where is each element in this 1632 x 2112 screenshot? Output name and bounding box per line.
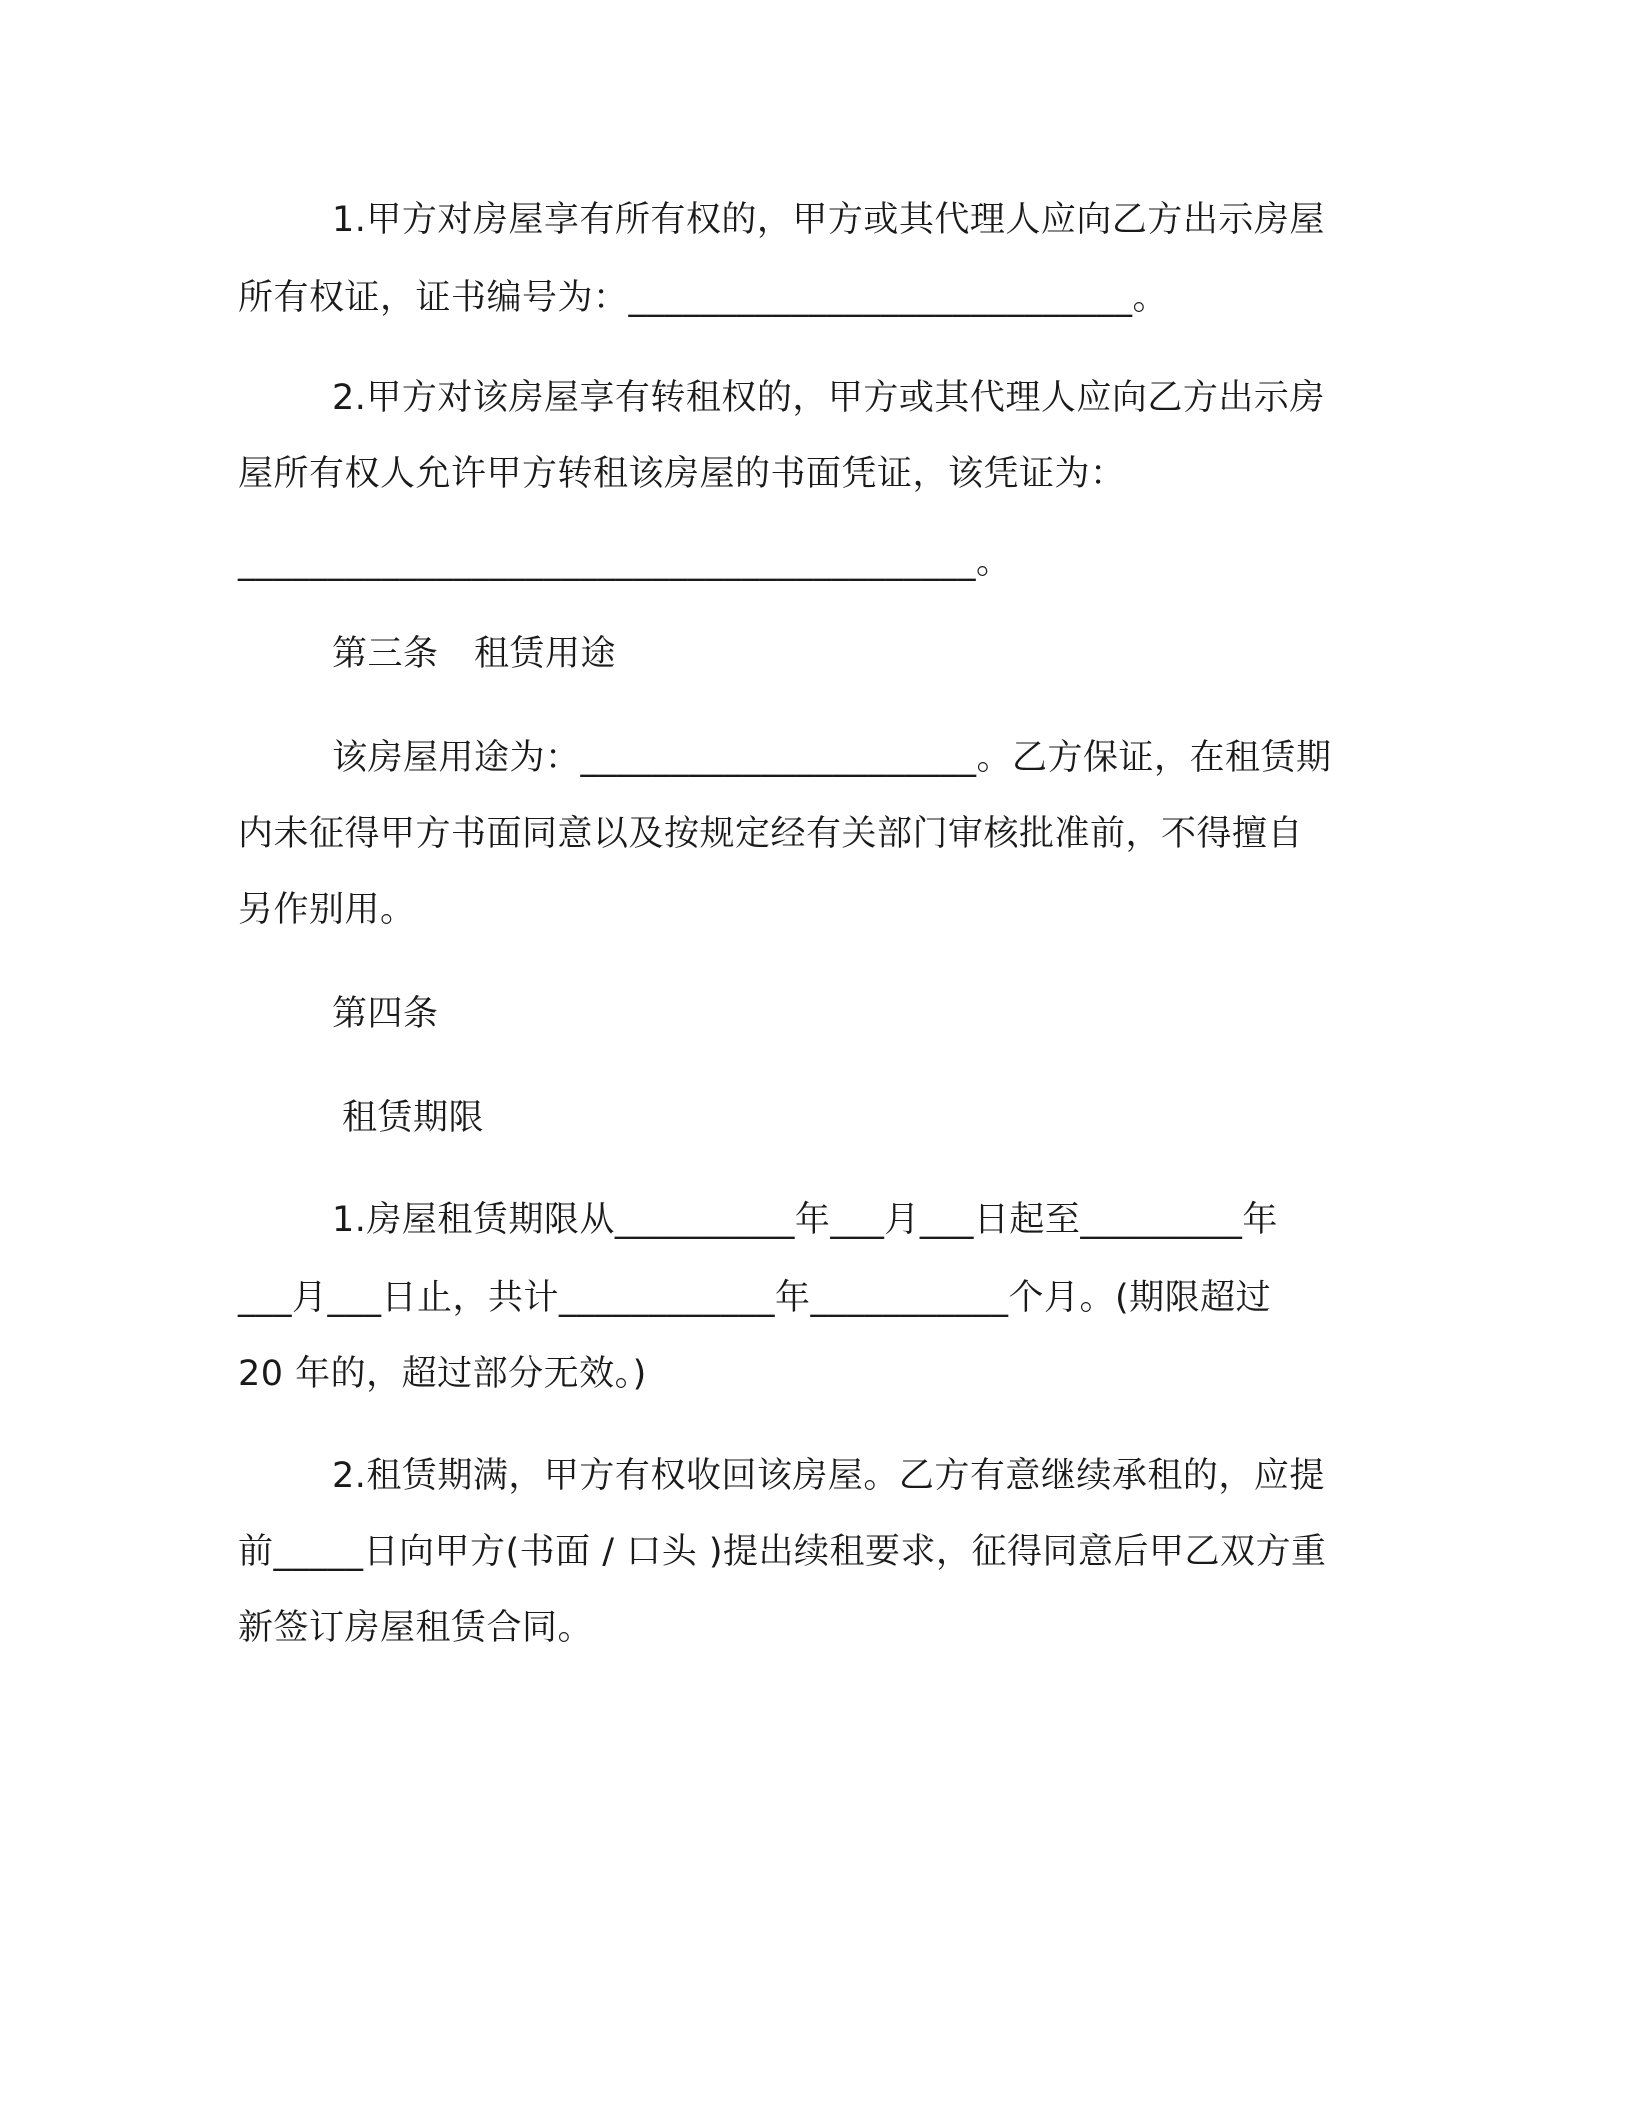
- clause-4-item-1-line-2: ___月___日止，共计____________年___________个月。(期限超过: [238, 1278, 1272, 1318]
- clause-3-line-1: 该房屋用途为：______________________。乙方保证，在租赁期: [332, 738, 1332, 778]
- clause-4-heading-number: 第四条: [332, 994, 439, 1034]
- clause-2-item-2-line-3: _________________________________________。: [238, 542, 1012, 582]
- clause-2-item-2-line-2: 屋所有权人允许甲方转租该房屋的书面凭证，该凭证为：: [238, 454, 1126, 494]
- clause-3-heading: 第三条 租赁用途: [332, 634, 617, 674]
- clause-2-item-1-line-1: 1.甲方对房屋享有所有权的，甲方或其代理人应向乙方出示房屋: [332, 200, 1325, 240]
- clause-4-item-2-line-2: 前_____日向甲方(书面 / 口头 )提出续租要求，征得同意后甲乙双方重: [238, 1532, 1327, 1572]
- clause-3-line-3: 另作别用。: [238, 890, 416, 930]
- clause-4-item-1-line-3: 20 年的，超过部分无效。): [238, 1354, 647, 1394]
- clause-2-item-2-line-1: 2.甲方对该房屋享有转租权的，甲方或其代理人应向乙方出示房: [332, 378, 1325, 418]
- clause-4-item-2-line-3: 新签订房屋租赁合同。: [238, 1608, 594, 1648]
- clause-4-item-1-line-1: 1.房屋租赁期限从__________年___月___日起至_________年: [332, 1200, 1278, 1240]
- clause-2-item-1-line-2: 所有权证，证书编号为：____________________________。: [238, 278, 1169, 318]
- clause-4-item-2-line-1: 2.租赁期满，甲方有权收回该房屋。乙方有意继续承租的，应提: [332, 1456, 1325, 1496]
- clause-4-heading-title: 租赁期限: [342, 1098, 485, 1138]
- clause-3-line-2: 内未征得甲方书面同意以及按规定经有关部门审核批准前，不得擅自: [238, 814, 1304, 854]
